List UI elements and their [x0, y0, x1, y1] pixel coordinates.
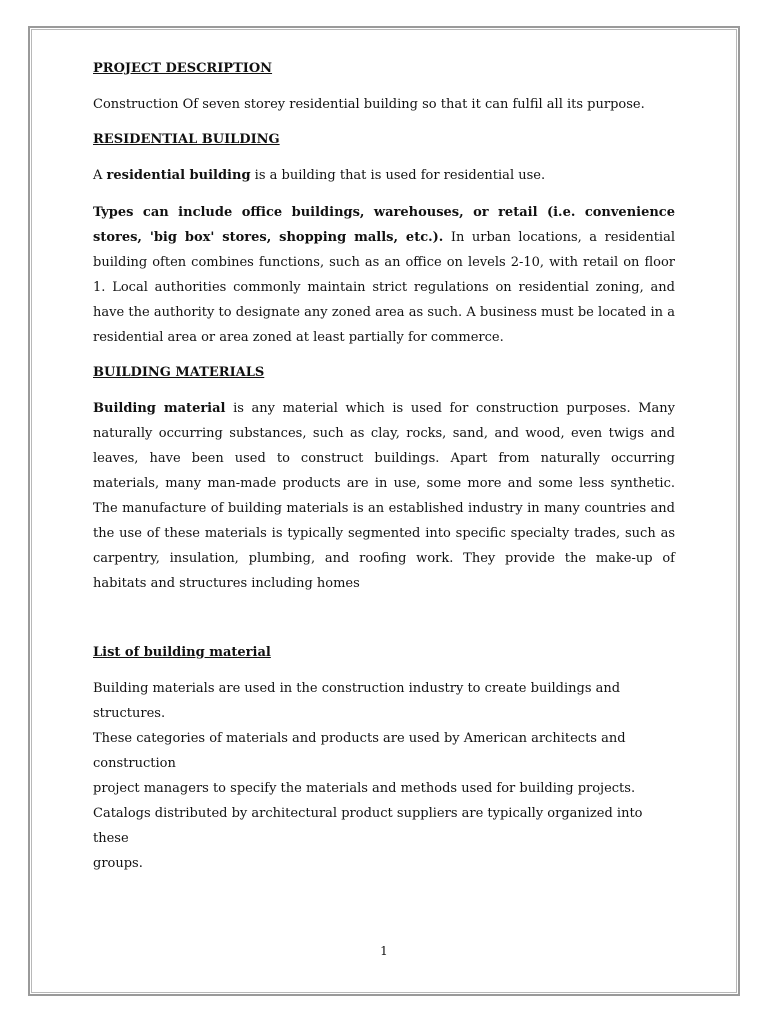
residential-definition: [93, 163, 675, 188]
list-section-text: [93, 676, 675, 876]
list-line-2: These categories of materials and products are used by American architects and construction: [93, 731, 626, 771]
building-material-term: Building material: [93, 401, 226, 416]
project-description-text: Construction Of seven storey residential building so that it can fulfil all its purpose.: [93, 97, 645, 112]
list-line-5: groups.: [93, 856, 143, 871]
page-number: 1: [380, 944, 388, 958]
list-line-3: project managers to specify the materials and methods used for building projects.: [93, 781, 636, 796]
list-line-4: Catalogs distributed by architectural product suppliers are typically organized into these: [93, 806, 643, 846]
building-materials-paragraph: [93, 396, 675, 596]
residential-types-rest: In urban locations, a residential building often combines functions, such as an office on levels 2-10, with retail on floor 1. Local authorities commonly maintain strict regulations on residential zoning, and have the authority to designate any zoned area as such. A business must be located in a residential area or area zoned at least partially for commerce.: [93, 230, 675, 345]
heading-residential-building: RESIDENTIAL BUILDING: [93, 132, 280, 147]
document-body: [93, 58, 675, 876]
heading-project-description: PROJECT DESCRIPTION: [93, 61, 273, 76]
residential-types-bold: Types can include office buildings, warehouses, or retail (i.e. convenience stores, 'big box' stores, shopping malls, etc.).: [93, 205, 675, 245]
residential-definition-term: residential building: [106, 168, 251, 183]
residential-definition-prefix: A: [93, 168, 107, 183]
building-materials-rest: is any material which is used for construction purposes. Many naturally occurring substances, such as clay, rocks, sand, and wood, even twigs and leaves, have been used to construct buildings. Apart from naturally occurring materials, many man-made products are in use, some more and some less synthetic. The manufacture of building materials is an established industry in many countries and the use of these materials is typically segmented into specific specialty trades, such as carpentry, insulation, plumbing, and roofing work. They provide the make-up of habitats and structures including homes: [93, 401, 675, 591]
residential-definition-suffix: is a building that is used for residential use.: [250, 168, 546, 183]
heading-building-materials: BUILDING MATERIALS: [93, 365, 265, 380]
heading-list-of-building-material: List of building material: [93, 645, 271, 660]
list-line-1: Building materials are used in the construction industry to create buildings and structures.: [93, 681, 621, 721]
residential-types-paragraph: [93, 200, 675, 350]
